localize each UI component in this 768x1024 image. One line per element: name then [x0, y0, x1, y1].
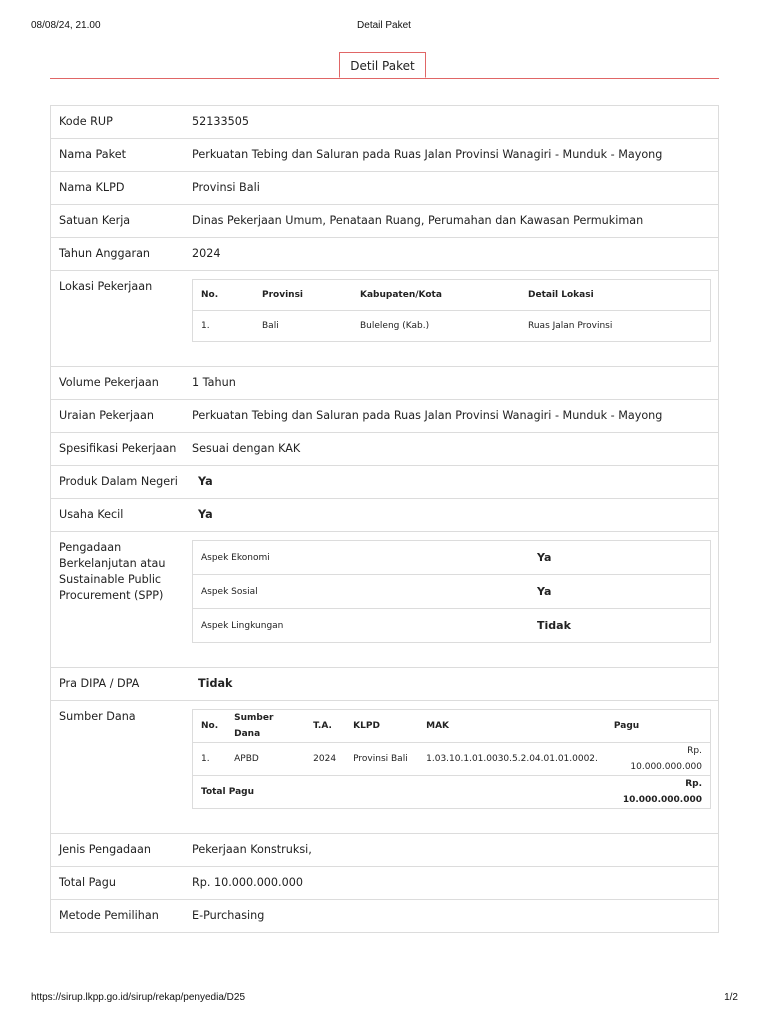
row-usaha-kecil: [51, 499, 718, 532]
field-value: [192, 499, 718, 531]
spp-value: Tidak: [529, 609, 711, 643]
cell-mak: 1.03.10.1.01.0030.5.2.04.01.01.0002.: [418, 743, 606, 776]
usaha-kecil-value: Ya: [198, 508, 213, 521]
cell-klpd: Provinsi Bali: [345, 743, 418, 776]
col-klpd: KLPD: [353, 721, 380, 731]
field-value: [192, 668, 718, 700]
field-label: Kode RUP: [59, 115, 113, 128]
field-label: Pengadaan Berkelanjutan atau Sustainable Public Procurement (SPP): [59, 541, 166, 602]
spp-aspect: Aspek Sosial: [193, 575, 530, 609]
row-volume-pekerjaan: [51, 367, 718, 400]
tab-bar: [50, 52, 719, 79]
pdn-value: Ya: [198, 475, 213, 488]
row-metode-pemilihan: [51, 900, 718, 932]
row-lokasi-pekerjaan: [51, 271, 718, 367]
page-number: 1/2: [724, 992, 738, 1003]
table-header-row: [193, 710, 711, 743]
cell-ta: 2024: [305, 743, 345, 776]
row-jenis-pengadaan: [51, 834, 718, 867]
field-value: [192, 271, 719, 366]
row-nama-paket: [51, 139, 718, 172]
col-sumber-dana: Sumber Dana: [234, 713, 274, 739]
field-value: Dinas Pekerjaan Umum, Penataan Ruang, Perumahan dan Kawasan Permukiman: [192, 214, 644, 227]
total-pagu-label: Total Pagu: [193, 776, 606, 809]
tab-detil-paket[interactable]: Detil Paket: [339, 52, 426, 78]
field-label: Lokasi Pekerjaan: [59, 280, 153, 293]
col-no: No.: [201, 721, 219, 731]
row-uraian-pekerjaan: [51, 400, 718, 433]
field-label: Volume Pekerjaan: [59, 376, 159, 389]
cell-sumber-dana: APBD: [226, 743, 305, 776]
sumber-dana-table: [192, 709, 711, 809]
spp-aspect: Aspek Lingkungan: [193, 609, 530, 643]
field-value: Perkuatan Tebing dan Saluran pada Ruas Jalan Provinsi Wanagiri - Munduk - Mayong: [192, 409, 663, 422]
field-label: Produk Dalam Negeri: [59, 475, 178, 488]
field-label: Spesifikasi Pekerjaan: [59, 442, 177, 455]
row-pra-dipa: [51, 668, 718, 701]
row-total-pagu: [51, 867, 718, 900]
field-label: Metode Pemilihan: [59, 909, 159, 922]
field-label: Satuan Kerja: [59, 214, 131, 227]
field-value: Rp. 10.000.000.000: [192, 876, 303, 889]
row-produk-dalam-negeri: [51, 466, 718, 499]
print-title: Detail Paket: [357, 20, 411, 31]
row-spp: [51, 532, 718, 668]
field-value: [192, 466, 718, 498]
field-value: E-Purchasing: [192, 909, 265, 922]
row-tahun-anggaran: [51, 238, 718, 271]
table-row: [193, 541, 711, 575]
field-value: 1 Tahun: [192, 376, 236, 389]
spp-value: Ya: [537, 550, 552, 564]
field-value: 52133505: [192, 115, 249, 128]
row-kode-rup: [51, 106, 718, 139]
cell-no: 1.: [193, 743, 227, 776]
spp-value: Ya: [529, 575, 711, 609]
pra-dipa-value: Tidak: [198, 677, 233, 690]
cell-kabupaten: Buleleng (Kab.): [352, 311, 520, 342]
field-value: 2024: [192, 247, 221, 260]
table-row: [193, 743, 711, 776]
field-label: Nama Paket: [59, 148, 126, 161]
field-label: Total Pagu: [59, 876, 116, 889]
col-provinsi: Provinsi: [262, 290, 304, 300]
lokasi-table: [192, 279, 711, 342]
table-header-row: [193, 280, 711, 311]
field-label: Usaha Kecil: [59, 508, 124, 521]
spp-table: [192, 540, 711, 643]
field-value: Pekerjaan Konstruksi,: [192, 843, 312, 856]
field-value: [192, 532, 719, 667]
spp-aspect: Aspek Ekonomi: [201, 552, 270, 563]
cell-detail-lokasi: Ruas Jalan Provinsi: [520, 311, 711, 342]
field-label: Pra DIPA / DPA: [59, 677, 140, 690]
col-kabupaten: Kabupaten/Kota: [360, 290, 442, 300]
row-satuan-kerja: [51, 205, 718, 238]
table-row: [193, 609, 711, 643]
total-pagu-value: Rp. 10.000.000.000: [606, 776, 711, 809]
detail-table: [50, 105, 719, 933]
field-value: Sesuai dengan KAK: [192, 442, 301, 455]
field-value: Provinsi Bali: [192, 181, 260, 194]
col-pagu: Pagu: [613, 721, 640, 731]
row-spesifikasi-pekerjaan: [51, 433, 718, 466]
field-label: Uraian Pekerjaan: [59, 409, 154, 422]
col-mak: MAK: [426, 721, 450, 731]
print-datetime: 08/08/24, 21.00: [31, 20, 101, 31]
row-sumber-dana: [51, 701, 718, 834]
print-header: [0, 0, 768, 40]
table-row: [193, 575, 711, 609]
field-value: Perkuatan Tebing dan Saluran pada Ruas Jalan Provinsi Wanagiri - Munduk - Mayong: [192, 148, 663, 161]
table-row: [193, 311, 711, 342]
field-label: Jenis Pengadaan: [59, 843, 151, 856]
cell-provinsi: Bali: [254, 311, 352, 342]
field-label: Tahun Anggaran: [59, 247, 151, 260]
row-nama-klpd: [51, 172, 718, 205]
cell-pagu: Rp. 10.000.000.000: [606, 743, 711, 776]
field-label: Sumber Dana: [59, 710, 136, 723]
col-no: No.: [201, 290, 219, 300]
col-detail-lokasi: Detail Lokasi: [528, 290, 594, 300]
field-value: [192, 701, 719, 833]
page-url[interactable]: https://sirup.lkpp.go.id/sirup/rekap/penyedia/D25: [31, 992, 246, 1003]
field-label: Nama KLPD: [59, 181, 125, 194]
cell-no: 1.: [193, 311, 255, 342]
table-total-row: [193, 776, 711, 809]
col-ta: T.A.: [313, 721, 332, 731]
